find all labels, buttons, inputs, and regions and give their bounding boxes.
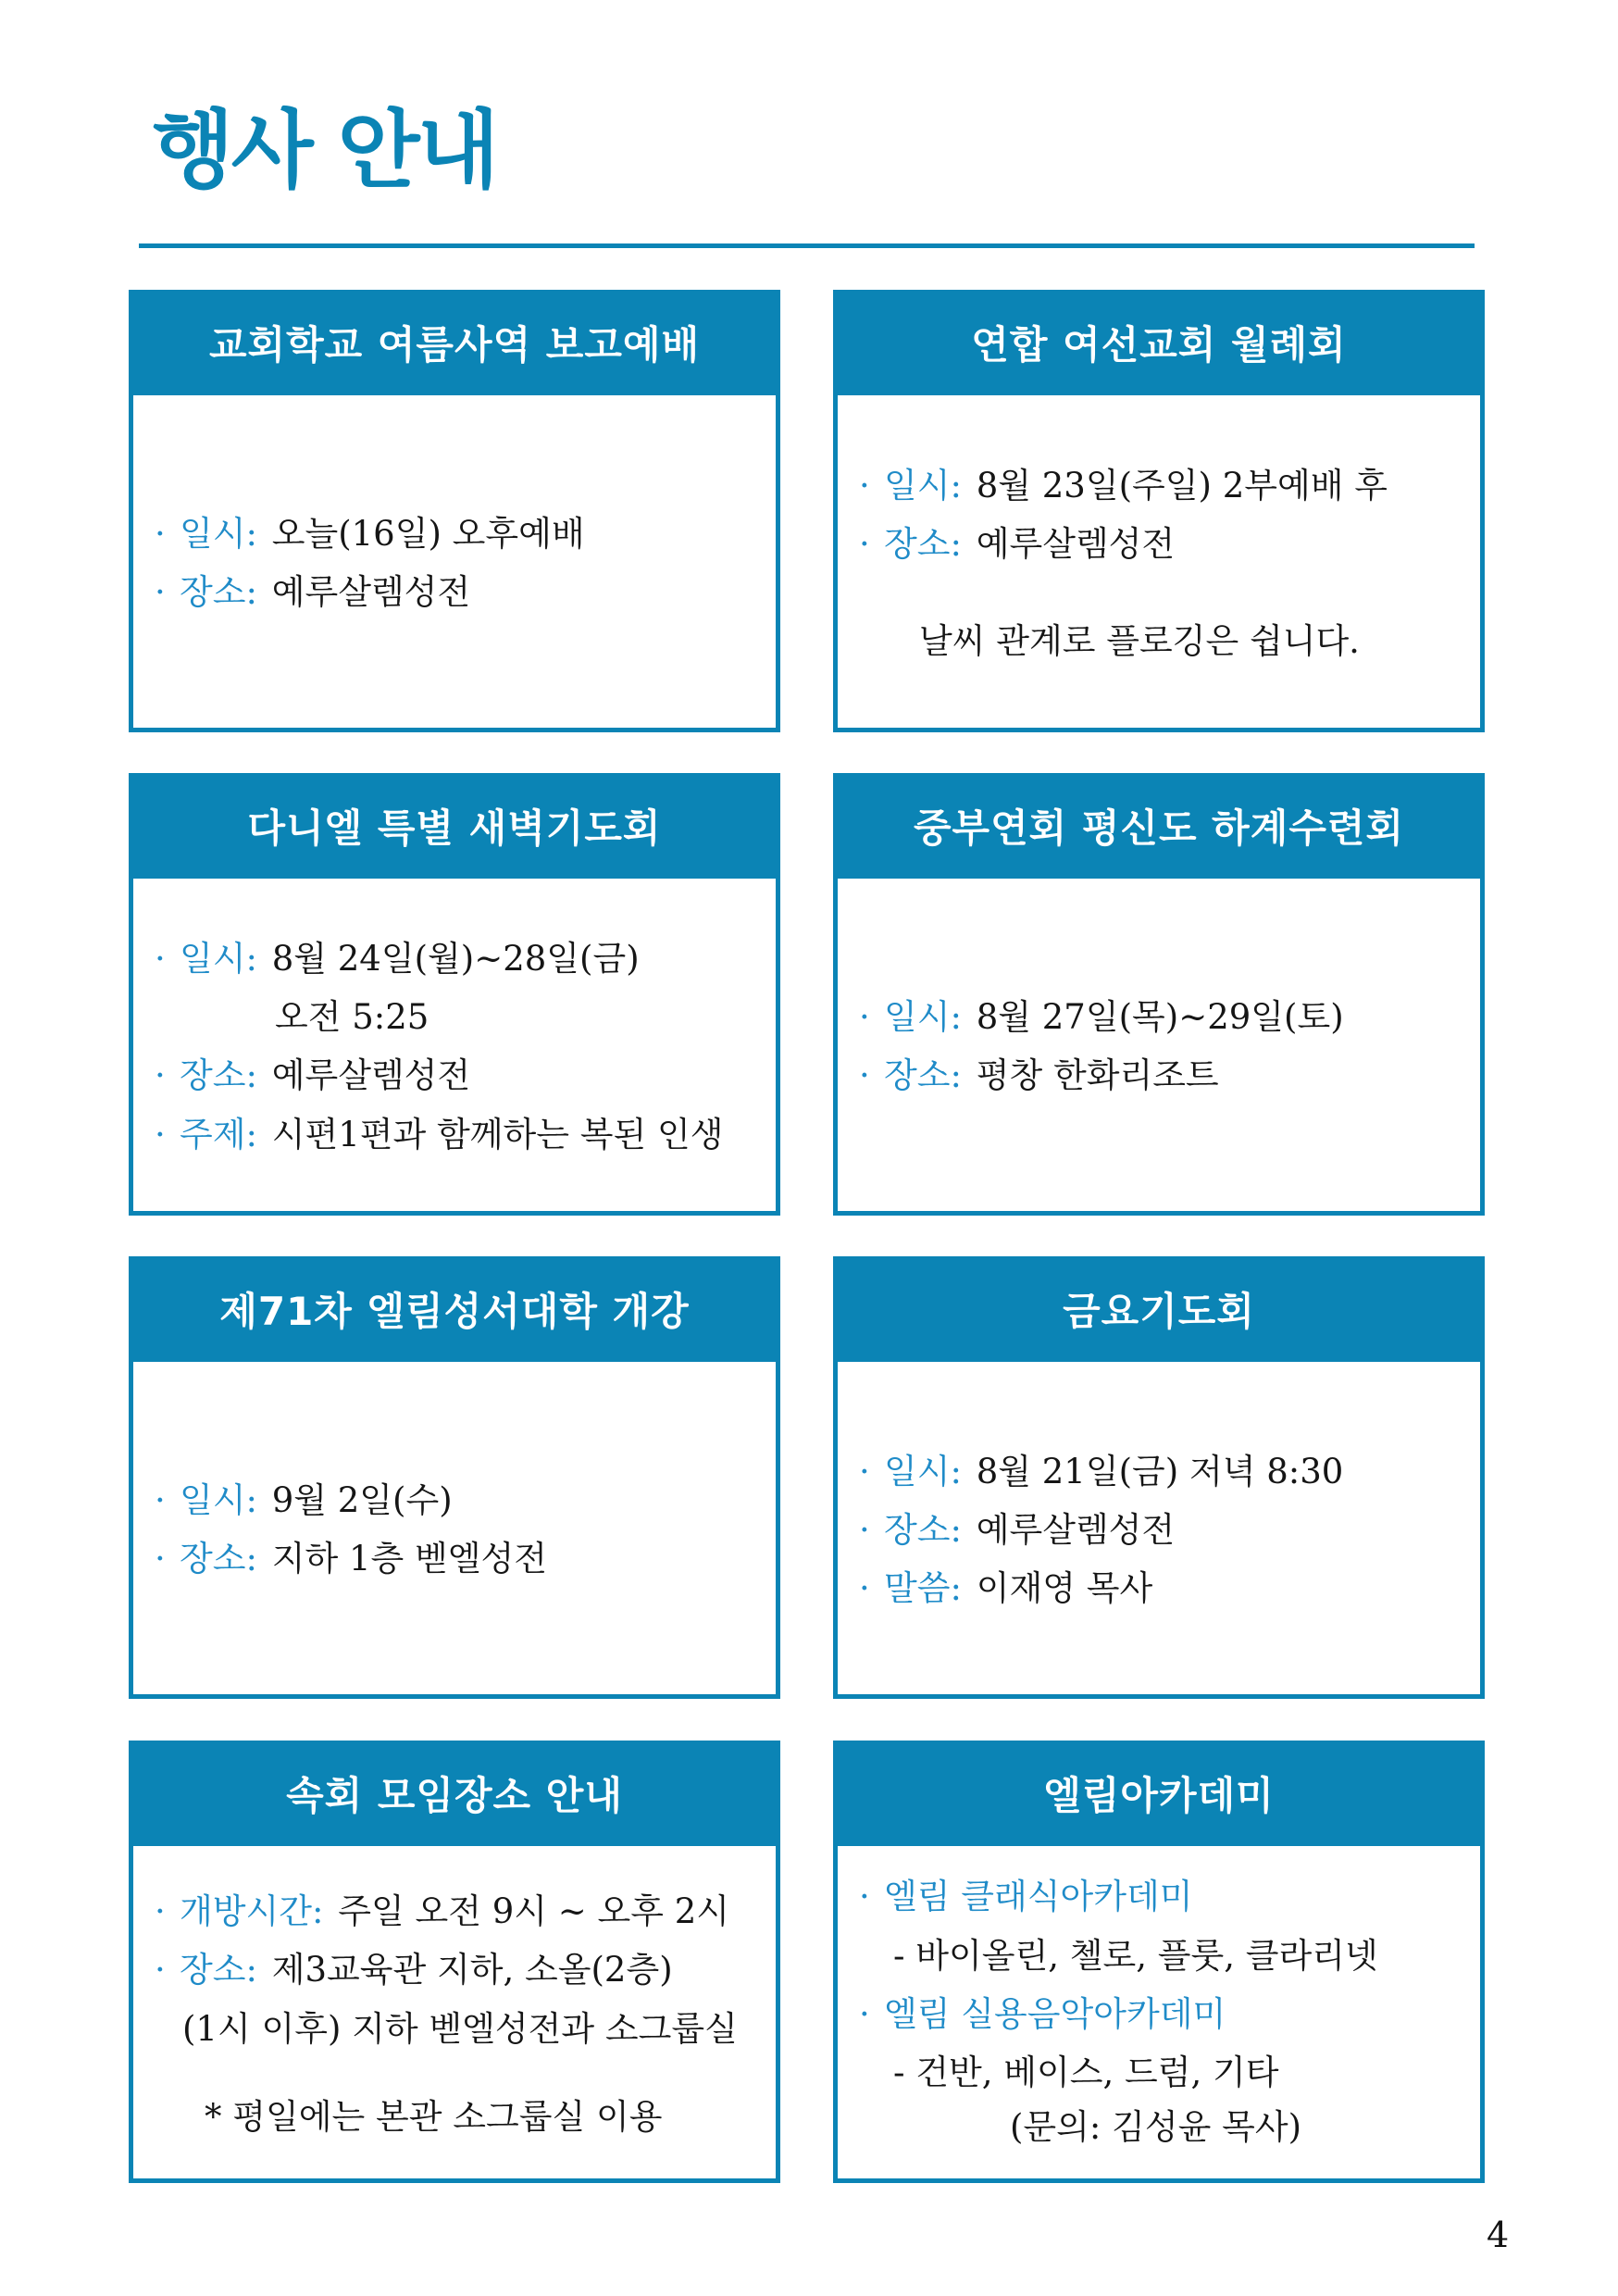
event-line-value: 평창 한화리조트: [976, 1055, 1219, 1095]
event-card-cell-meeting-places: [129, 1741, 780, 2183]
event-line-label: 엘림 클래식아카데미: [884, 1877, 1193, 1916]
event-card-title: 교회학교 여름사역 보고예배: [133, 294, 776, 395]
event-line-label: 일시:: [884, 1452, 962, 1491]
event-line-place: [838, 1053, 1480, 1099]
event-line-label: 장소:: [884, 524, 962, 564]
bullet-marker: ·: [155, 939, 166, 979]
event-line-value: 이재영 목사: [976, 1568, 1153, 1608]
event-line-label: 개방시간:: [180, 1891, 324, 1931]
event-line-classical-instruments: - 바이올린, 첼로, 플룻, 클라리넷: [893, 1936, 1378, 1976]
bullet-marker: ·: [155, 1480, 166, 1520]
event-line-label: 장소:: [180, 1539, 257, 1578]
event-line-value: 지하 1층 벧엘성전: [271, 1539, 547, 1578]
title-divider: [139, 243, 1475, 248]
event-line-note: 날씨 관계로 플로깅은 쉽니다.: [919, 621, 1360, 661]
event-card-daniel-dawn-prayer: [129, 773, 780, 1216]
event-line-date: [838, 994, 1480, 1041]
event-line-label: 일시:: [180, 514, 257, 554]
event-line-label: 주제:: [180, 1115, 257, 1154]
bullet-marker: ·: [155, 1115, 166, 1154]
event-line-label: 엘림 실용음악아카데미: [884, 1994, 1226, 2034]
bullet-marker: ·: [859, 466, 870, 505]
event-card-title: 연합 여선교회 월례회: [838, 294, 1480, 395]
event-card-title: 다니엘 특별 새벽기도회: [133, 778, 776, 879]
bullet-marker: ·: [155, 514, 166, 554]
event-line-place: [133, 1536, 776, 1582]
event-line-value: 시편1편과 함께하는 복된 인생: [271, 1115, 724, 1154]
event-card-womens-mission-meeting: [833, 290, 1485, 732]
event-line-label: 장소:: [884, 1055, 962, 1095]
event-line-classical-academy: [838, 1874, 1480, 1920]
event-line-date: [133, 511, 776, 557]
event-line-label: 장소:: [180, 1055, 257, 1095]
bullet-marker: ·: [859, 997, 870, 1037]
event-line-label: 장소:: [180, 572, 257, 612]
event-line-label: 일시:: [180, 939, 257, 979]
event-line-value: 주일 오전 9시 ~ 오후 2시: [338, 1891, 730, 1931]
event-line-value: 예루살렘성전: [271, 1055, 471, 1095]
bullet-marker: ·: [155, 1891, 166, 1931]
event-card-friday-prayer: [833, 1256, 1485, 1699]
event-card-title: 속회 모임장소 안내: [133, 1745, 776, 1846]
bullet-marker: ·: [155, 1539, 166, 1578]
event-card-title: 제71차 엘림성서대학 개강: [133, 1261, 776, 1362]
event-line-time: 오전 5:25: [275, 997, 429, 1037]
event-card-laity-summer-retreat: [833, 773, 1485, 1216]
event-line-open-hours: [133, 1889, 776, 1935]
event-line-place: [133, 1053, 776, 1099]
bullet-marker: ·: [859, 1510, 870, 1550]
bullet-marker: ·: [859, 1055, 870, 1095]
event-line-date: [133, 936, 776, 982]
event-line-value: 9월 2일(수): [271, 1480, 453, 1520]
event-line-theme: [133, 1112, 776, 1158]
event-line-practical-music-academy: [838, 1991, 1480, 2038]
event-line-value: 8월 27일(목)~29일(토): [976, 997, 1344, 1037]
event-line-value: 오늘(16일) 오후예배: [271, 514, 585, 554]
event-line-value: 제3교육관 지하, 소올(2층): [271, 1950, 673, 1990]
event-line-place: [133, 569, 776, 616]
event-card-title: 금요기도회: [838, 1261, 1480, 1362]
event-line-date: [838, 463, 1480, 509]
event-line-practical-instruments: - 건반, 베이스, 드럼, 기타: [893, 2053, 1279, 2092]
event-line-value: 예루살렘성전: [271, 572, 471, 612]
event-line-label: 일시:: [884, 466, 962, 505]
event-line-date: [838, 1449, 1480, 1495]
bullet-marker: ·: [859, 1568, 870, 1608]
event-line-value: 8월 23일(주일) 2부예배 후: [976, 466, 1388, 505]
event-line-contact: (문의: 김성윤 목사): [1010, 2107, 1302, 2147]
event-line-date: [133, 1478, 776, 1524]
event-line-label: 일시:: [180, 1480, 257, 1520]
event-line-label: 일시:: [884, 997, 962, 1037]
event-line-place: [838, 521, 1480, 568]
bullet-marker: ·: [155, 572, 166, 612]
event-card-elim-academy: [833, 1741, 1485, 2183]
bullet-marker: ·: [859, 1994, 870, 2034]
event-line-value: 8월 24일(월)~28일(금): [271, 939, 640, 979]
event-card-title: 중부연회 평신도 하계수련회: [838, 778, 1480, 879]
event-line-label: 장소:: [180, 1950, 257, 1990]
event-line-place: [838, 1507, 1480, 1554]
event-card-elim-bible-college: [129, 1256, 780, 1699]
event-line-weekday-note: * 평일에는 본관 소그룹실 이용: [205, 2097, 663, 2137]
event-line-label: 장소:: [884, 1510, 962, 1550]
event-line-value: 8월 21일(금) 저녁 8:30: [976, 1452, 1344, 1491]
page-title: 행사 안내: [152, 101, 497, 200]
bullet-marker: ·: [155, 1055, 166, 1095]
bullet-marker: ·: [859, 1452, 870, 1491]
bullet-marker: ·: [859, 1877, 870, 1916]
event-line-preacher: [838, 1566, 1480, 1612]
bullet-marker: ·: [859, 524, 870, 564]
event-line-label: 말씀:: [884, 1568, 962, 1608]
event-line-value: 예루살렘성전: [976, 1510, 1176, 1550]
event-card-church-school-report: [129, 290, 780, 732]
event-card-title: 엘림아카데미: [838, 1745, 1480, 1846]
bullet-marker: ·: [155, 1950, 166, 1990]
page-number: 4: [1487, 2215, 1510, 2255]
event-line-value: 예루살렘성전: [976, 524, 1176, 564]
event-line-afternoon-place: (1시 이후) 지하 벧엘성전과 소그룹실: [182, 2009, 738, 2049]
event-line-place: [133, 1947, 776, 1993]
